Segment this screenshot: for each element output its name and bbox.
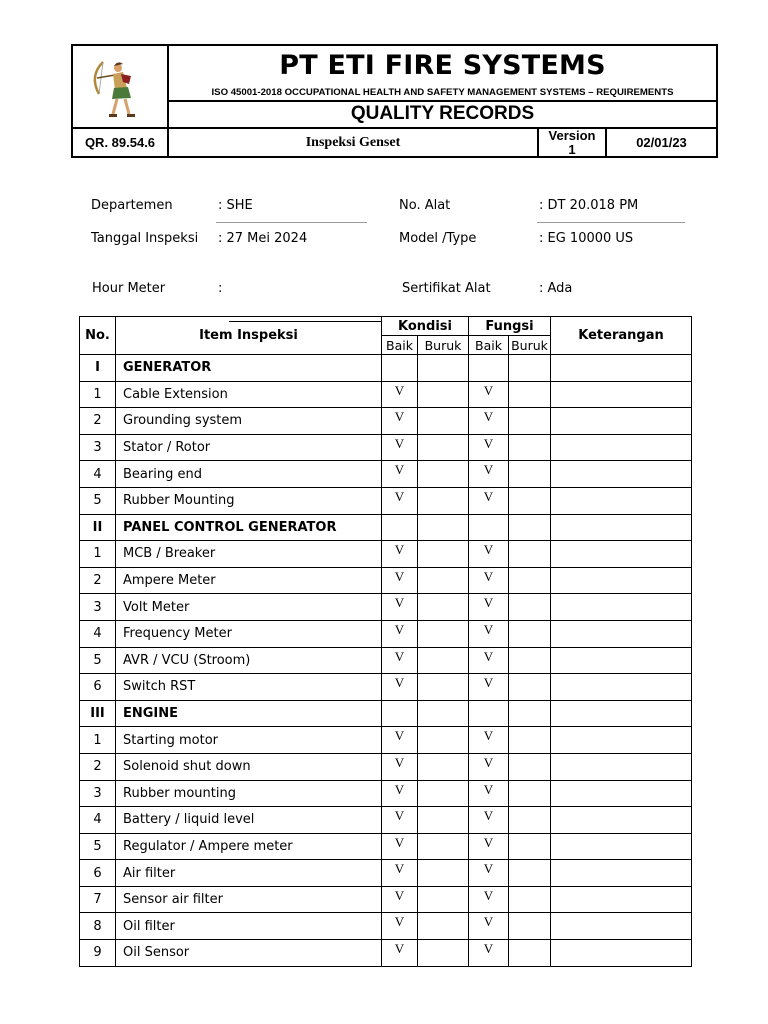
iso-standard-text: ISO 45001-2018 OCCUPATIONAL HEALTH AND SAFETY MANAGEMENT SYSTEMS – REQUIREMENTS	[211, 87, 674, 98]
row-item: Grounding system	[116, 408, 382, 435]
fungsi-buruk-cell	[509, 487, 551, 514]
row-number: 8	[80, 913, 116, 940]
fungsi-buruk-cell	[509, 647, 551, 674]
row-number: 4	[80, 461, 116, 488]
table-row	[80, 647, 692, 674]
fungsi-buruk-cell	[509, 381, 551, 408]
row-number: 2	[80, 753, 116, 780]
kondisi-baik-cell: V	[382, 780, 418, 807]
document-header	[71, 44, 718, 158]
document-date: 02/01/23	[636, 135, 687, 150]
kondisi-baik-cell: V	[382, 567, 418, 594]
table-row	[80, 807, 692, 834]
kondisi-buruk-cell	[418, 780, 469, 807]
row-item: MCB / Breaker	[116, 541, 382, 568]
kondisi-buruk-cell	[418, 860, 469, 887]
section-row	[80, 700, 692, 727]
kondisi-baik-cell: V	[382, 541, 418, 568]
kondisi-baik-cell: V	[382, 647, 418, 674]
table-row	[80, 461, 692, 488]
kondisi-baik-cell	[382, 700, 418, 727]
fungsi-buruk-cell	[509, 727, 551, 754]
row-item: Rubber mounting	[116, 780, 382, 807]
kondisi-baik-cell: V	[382, 461, 418, 488]
kondisi-buruk-cell	[418, 567, 469, 594]
kondisi-baik-cell	[382, 514, 418, 541]
no-alat-value: : DT 20.018 PM	[539, 198, 639, 213]
kondisi-baik-cell: V	[382, 487, 418, 514]
fungsi-baik-cell: V	[469, 408, 509, 435]
row-item: Cable Extension	[116, 381, 382, 408]
row-number: 4	[80, 807, 116, 834]
kondisi-buruk-cell	[418, 355, 469, 382]
model-type-label: Model /Type	[399, 231, 477, 246]
fungsi-baik-cell: V	[469, 674, 509, 701]
tanggal-inspeksi-label: Tanggal Inspeksi	[91, 231, 199, 246]
fungsi-buruk-cell	[509, 833, 551, 860]
table-row	[80, 860, 692, 887]
keterangan-cell	[551, 727, 692, 754]
row-number: 2	[80, 408, 116, 435]
keterangan-cell	[551, 913, 692, 940]
fungsi-buruk-cell	[509, 355, 551, 382]
table-row	[80, 940, 692, 967]
row-item: Frequency Meter	[116, 620, 382, 647]
company-title: PT ETI FIRE SYSTEMS	[279, 50, 606, 81]
row-item: Oil filter	[116, 913, 382, 940]
fungsi-baik-cell: V	[469, 594, 509, 621]
row-item: PANEL CONTROL GENERATOR	[116, 514, 382, 541]
kondisi-baik-cell: V	[382, 753, 418, 780]
table-row	[80, 753, 692, 780]
keterangan-cell	[551, 355, 692, 382]
keterangan-cell	[551, 780, 692, 807]
row-number: 5	[80, 647, 116, 674]
kondisi-buruk-cell	[418, 461, 469, 488]
row-number: II	[80, 514, 116, 541]
kondisi-buruk-cell	[418, 408, 469, 435]
row-item: Stator / Rotor	[116, 434, 382, 461]
hour-meter-label: Hour Meter	[92, 281, 166, 296]
subheader-fungsi-buruk: Buruk	[509, 336, 551, 355]
keterangan-cell	[551, 753, 692, 780]
kondisi-buruk-cell	[418, 807, 469, 834]
no-alat-underline	[537, 222, 685, 223]
fungsi-buruk-cell	[509, 514, 551, 541]
row-item: Regulator / Ampere meter	[116, 833, 382, 860]
row-number: 5	[80, 487, 116, 514]
row-number: 1	[80, 381, 116, 408]
kondisi-buruk-cell	[418, 381, 469, 408]
fungsi-baik-cell: V	[469, 860, 509, 887]
fungsi-buruk-cell	[509, 461, 551, 488]
section-row	[80, 355, 692, 382]
fungsi-baik-cell: V	[469, 886, 509, 913]
fungsi-baik-cell: V	[469, 620, 509, 647]
fungsi-baik-cell: V	[469, 780, 509, 807]
fungsi-buruk-cell	[509, 567, 551, 594]
row-number: 5	[80, 833, 116, 860]
kondisi-baik-cell: V	[382, 886, 418, 913]
table-row	[80, 780, 692, 807]
model-type-value: : EG 10000 US	[539, 231, 634, 246]
subheader-kondisi-baik: Baik	[382, 336, 418, 355]
keterangan-cell	[551, 567, 692, 594]
document-code: QR. 89.54.6	[73, 129, 169, 156]
fungsi-buruk-cell	[509, 860, 551, 887]
column-header-kondisi: Kondisi	[382, 317, 469, 336]
table-row	[80, 541, 692, 568]
kondisi-buruk-cell	[418, 940, 469, 967]
row-item: Rubber Mounting	[116, 487, 382, 514]
keterangan-cell	[551, 541, 692, 568]
keterangan-cell	[551, 408, 692, 435]
kondisi-baik-cell: V	[382, 833, 418, 860]
archer-logo-icon	[85, 54, 155, 120]
fungsi-buruk-cell	[509, 913, 551, 940]
inspection-table-body	[80, 355, 692, 967]
table-row	[80, 408, 692, 435]
departemen-value: : SHE	[218, 198, 253, 213]
row-item: Starting motor	[116, 727, 382, 754]
keterangan-cell	[551, 514, 692, 541]
kondisi-buruk-cell	[418, 674, 469, 701]
row-item: ENGINE	[116, 700, 382, 727]
version-label: Version	[548, 127, 596, 143]
document-meta-row	[73, 127, 716, 156]
table-row	[80, 886, 692, 913]
fungsi-baik-cell: V	[469, 940, 509, 967]
column-header-item: Item Inspeksi	[116, 317, 382, 355]
kondisi-buruk-cell	[418, 434, 469, 461]
document-name: Inspeksi Genset	[169, 129, 539, 156]
kondisi-baik-cell: V	[382, 807, 418, 834]
kondisi-buruk-cell	[418, 647, 469, 674]
column-header-fungsi: Fungsi	[469, 317, 551, 336]
table-row	[80, 833, 692, 860]
row-number: 7	[80, 886, 116, 913]
table-row	[80, 594, 692, 621]
kondisi-buruk-cell	[418, 833, 469, 860]
row-number: 6	[80, 860, 116, 887]
fungsi-buruk-cell	[509, 594, 551, 621]
fungsi-baik-cell: V	[469, 487, 509, 514]
kondisi-baik-cell: V	[382, 620, 418, 647]
kondisi-buruk-cell	[418, 620, 469, 647]
fungsi-baik-cell: V	[469, 727, 509, 754]
kondisi-buruk-cell	[418, 913, 469, 940]
inspection-table	[79, 316, 692, 967]
fungsi-buruk-cell	[509, 886, 551, 913]
table-row	[80, 434, 692, 461]
kondisi-baik-cell: V	[382, 381, 418, 408]
kondisi-baik-cell: V	[382, 860, 418, 887]
kondisi-buruk-cell	[418, 753, 469, 780]
departemen-label: Departemen	[91, 198, 173, 213]
row-number: 3	[80, 434, 116, 461]
subheader-kondisi-buruk: Buruk	[418, 336, 469, 355]
kondisi-buruk-cell	[418, 727, 469, 754]
fungsi-buruk-cell	[509, 434, 551, 461]
row-number: 4	[80, 620, 116, 647]
row-number: III	[80, 700, 116, 727]
fungsi-buruk-cell	[509, 674, 551, 701]
keterangan-cell	[551, 647, 692, 674]
kondisi-buruk-cell	[418, 886, 469, 913]
fungsi-baik-cell: V	[469, 807, 509, 834]
fungsi-buruk-cell	[509, 780, 551, 807]
fungsi-buruk-cell	[509, 940, 551, 967]
keterangan-cell	[551, 487, 692, 514]
kondisi-buruk-cell	[418, 700, 469, 727]
fungsi-buruk-cell	[509, 807, 551, 834]
keterangan-cell	[551, 620, 692, 647]
kondisi-baik-cell: V	[382, 913, 418, 940]
fungsi-buruk-cell	[509, 620, 551, 647]
table-row	[80, 567, 692, 594]
fungsi-baik-cell: V	[469, 753, 509, 780]
row-item: Volt Meter	[116, 594, 382, 621]
departemen-underline	[216, 222, 367, 223]
fungsi-baik-cell: V	[469, 647, 509, 674]
keterangan-cell	[551, 807, 692, 834]
table-row	[80, 727, 692, 754]
kondisi-buruk-cell	[418, 594, 469, 621]
table-row	[80, 620, 692, 647]
fungsi-baik-cell	[469, 355, 509, 382]
keterangan-cell	[551, 833, 692, 860]
row-item: Bearing end	[116, 461, 382, 488]
hour-meter-value: :	[218, 281, 223, 296]
row-number: 6	[80, 674, 116, 701]
version-number: 1	[568, 141, 576, 157]
kondisi-baik-cell: V	[382, 434, 418, 461]
keterangan-cell	[551, 594, 692, 621]
kondisi-buruk-cell	[418, 487, 469, 514]
row-number: 1	[80, 541, 116, 568]
row-item: Ampere Meter	[116, 567, 382, 594]
kondisi-baik-cell: V	[382, 727, 418, 754]
row-item: Switch RST	[116, 674, 382, 701]
keterangan-cell	[551, 940, 692, 967]
fungsi-baik-cell: V	[469, 913, 509, 940]
quality-records-title: QUALITY RECORDS	[169, 100, 716, 127]
keterangan-cell	[551, 461, 692, 488]
keterangan-cell	[551, 434, 692, 461]
kondisi-baik-cell: V	[382, 594, 418, 621]
fungsi-baik-cell	[469, 700, 509, 727]
table-row	[80, 381, 692, 408]
fungsi-buruk-cell	[509, 753, 551, 780]
document-version	[539, 129, 607, 156]
fungsi-baik-cell: V	[469, 541, 509, 568]
column-header-no: No.	[80, 317, 116, 355]
fungsi-buruk-cell	[509, 408, 551, 435]
fungsi-baik-cell: V	[469, 461, 509, 488]
fungsi-baik-cell	[469, 514, 509, 541]
column-header-keterangan: Keterangan	[551, 317, 692, 355]
fungsi-baik-cell: V	[469, 381, 509, 408]
row-number: I	[80, 355, 116, 382]
fungsi-baik-cell: V	[469, 434, 509, 461]
fungsi-buruk-cell	[509, 541, 551, 568]
kondisi-baik-cell	[382, 355, 418, 382]
no-alat-label: No. Alat	[399, 198, 451, 213]
row-item: Battery / liquid level	[116, 807, 382, 834]
table-row	[80, 487, 692, 514]
keterangan-cell	[551, 674, 692, 701]
kondisi-buruk-cell	[418, 514, 469, 541]
table-row	[80, 674, 692, 701]
fungsi-baik-cell: V	[469, 567, 509, 594]
row-number: 9	[80, 940, 116, 967]
row-item: Solenoid shut down	[116, 753, 382, 780]
keterangan-cell	[551, 700, 692, 727]
keterangan-cell	[551, 381, 692, 408]
row-item: GENERATOR	[116, 355, 382, 382]
kondisi-baik-cell: V	[382, 940, 418, 967]
row-item: Sensor air filter	[116, 886, 382, 913]
row-item: Oil Sensor	[116, 940, 382, 967]
table-row	[80, 913, 692, 940]
tanggal-inspeksi-value: : 27 Mei 2024	[218, 231, 308, 246]
sertifikat-alat-label: Sertifikat Alat	[402, 281, 491, 296]
row-number: 2	[80, 567, 116, 594]
section-row	[80, 514, 692, 541]
keterangan-cell	[551, 860, 692, 887]
row-number: 3	[80, 594, 116, 621]
kondisi-baik-cell: V	[382, 408, 418, 435]
fungsi-buruk-cell	[509, 700, 551, 727]
subheader-fungsi-baik: Baik	[469, 336, 509, 355]
row-item: AVR / VCU (Stroom)	[116, 647, 382, 674]
fungsi-baik-cell: V	[469, 833, 509, 860]
row-number: 1	[80, 727, 116, 754]
row-item: Air filter	[116, 860, 382, 887]
row-number: 3	[80, 780, 116, 807]
kondisi-baik-cell: V	[382, 674, 418, 701]
logo-cell	[73, 46, 169, 127]
keterangan-cell	[551, 886, 692, 913]
kondisi-buruk-cell	[418, 541, 469, 568]
sertifikat-alat-value: : Ada	[539, 281, 573, 296]
